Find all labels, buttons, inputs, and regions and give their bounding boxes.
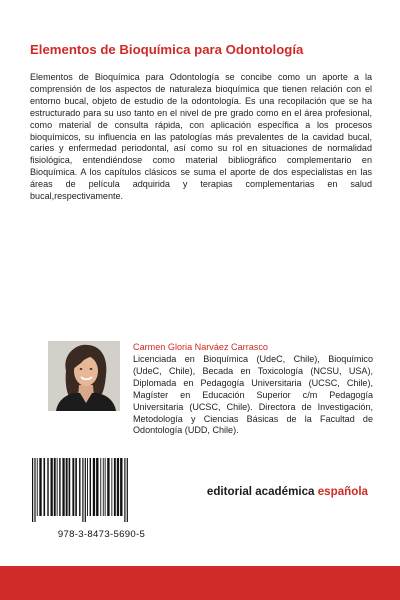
publisher-logo [207,485,368,498]
author-bio: Licenciada en Bioquímica (UdeC, Chile), Bioquímico (UdeC, Chile), Becada en Toxicología (NCSU, USA), Diplomada en Pedagogía Universitaria (UCSC, Chile), Magíster en Educación Superior c/m Pedagogía Universitaria (UCSC, Chile). Directora de Investigación, Metodología y Ciencias Básicas de la Facultad de Odontología (UDD, Chile). [133,354,373,436]
publisher-name-part1: editorial académica [206,485,318,498]
author-photo [48,341,120,411]
book-title: Elementos de Bioquímica para Odontología [30,42,304,57]
barcode-image [30,458,173,522]
author-portrait-image [48,341,120,411]
book-description: Elementos de Bioquímica para Odontología se concibe como un aporte a la comprensión de los aspectos de naturaleza bioquímica que tienen relación con el entorno bucal, objeto de estudio de la odontología. Es una recopilación que se ha estructurado para su uso tanto en el nivel de pre grado como en el área profesional, como material de consulta rápida, con aplicación específica a los procesos bioquímicos, su influencia en las patologías más prevalentes de la cavidad bucal, caries y enfermedad periodontal, así como su rol en situaciones de normalidad fisiológica, entendiéndose como material bibliográfico complementario en Bioquímica. A los capítulos clásicos se suma el aporte de dos especialistas en las áreas de película adquirida y terapias complementarias en salud bucal,respectivamente. [30,72,372,202]
publisher-name-part2: española [317,485,368,498]
bottom-color-band [0,566,400,600]
isbn-number: 978-3-8473-5690-5 [57,529,146,540]
author-name: Carmen Gloria Narváez Carrasco [133,342,268,352]
